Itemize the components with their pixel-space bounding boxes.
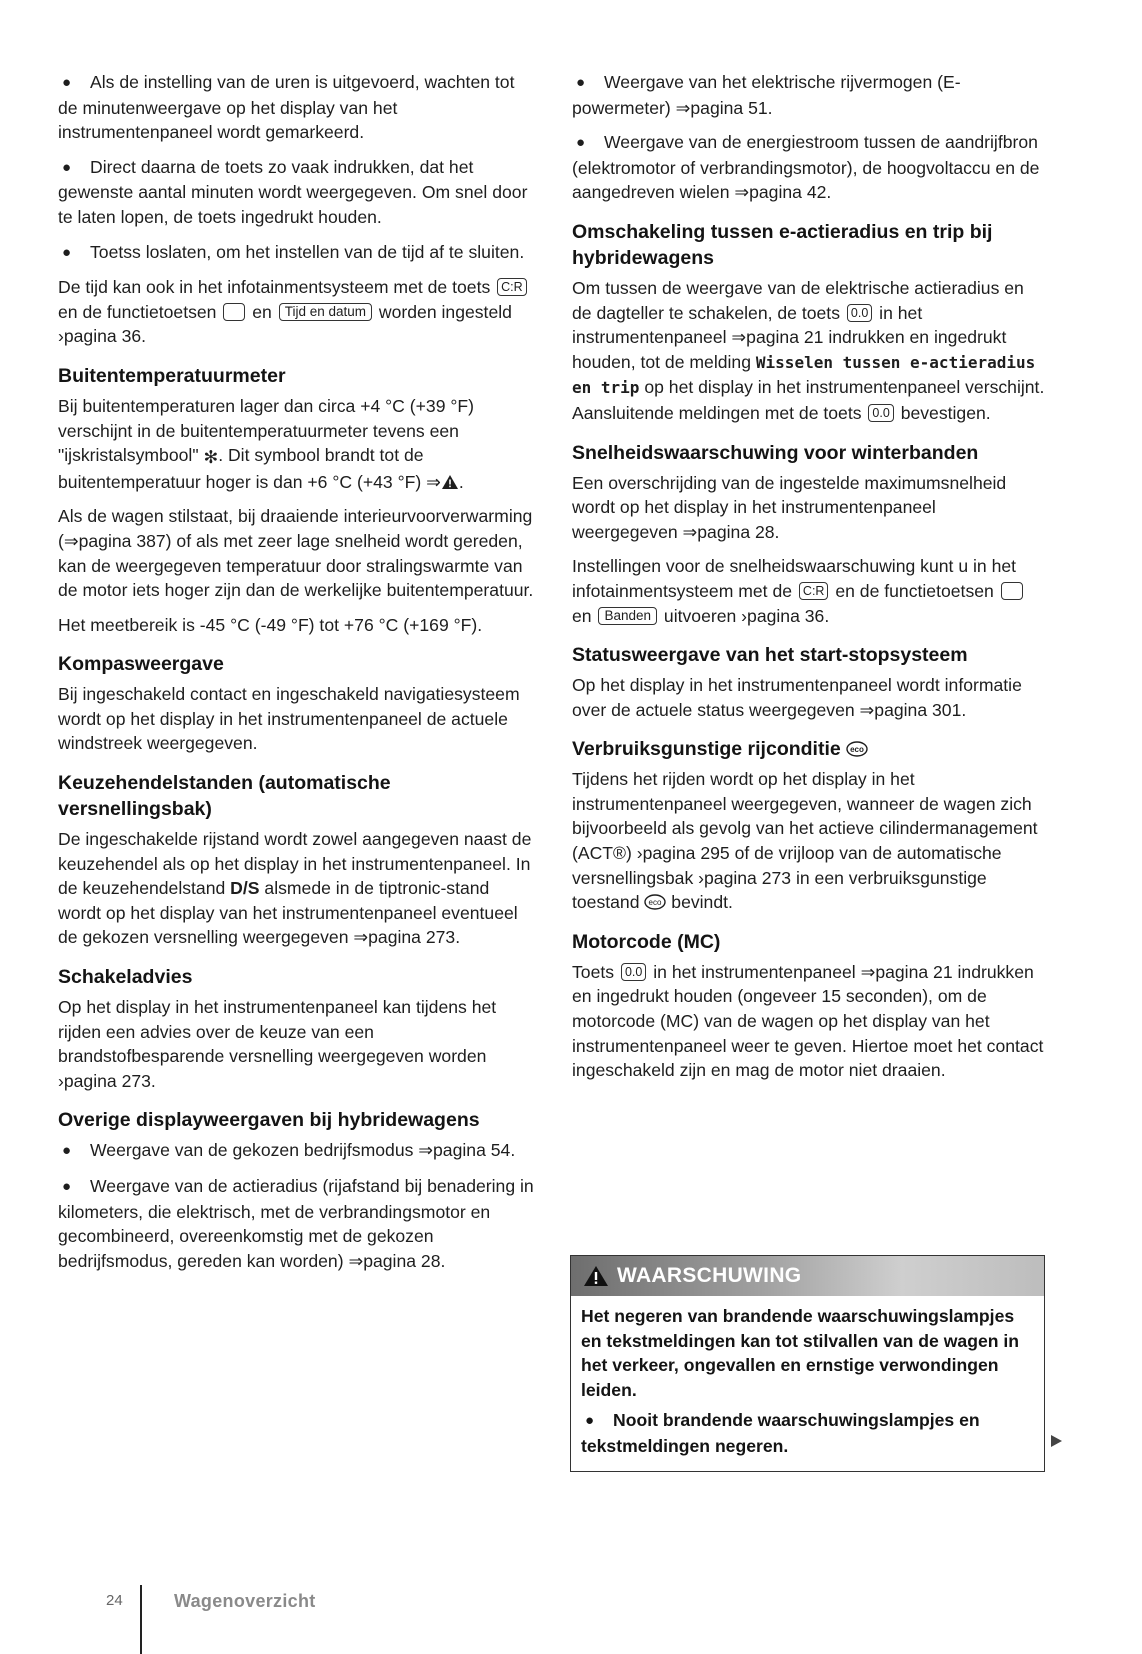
eco-icon <box>644 894 666 910</box>
paragraph-tijd: De tijd kan ook in het infotainmentsysteem met de toets C:R en de functietoetsen en Tijd en datum worden ingesteld ›pagina 36. <box>58 275 536 349</box>
bullet-icon: ● <box>62 243 72 261</box>
list-item: ● Weergave van het elektrische rijvermogen (E-powermeter) ⇒pagina 51. <box>572 72 961 118</box>
heading-overige: Overige displayweergaven bij hybridewagens <box>58 1109 480 1132</box>
paragraph-stilstaat: Als de wagen stilstaat, bij draaiende interieurvoorverwarming (⇒pagina 387) of als met zeer lage snelheid wordt gereden, kan de weergegeven temperatuur door stralingswarmte van de motor iets hoger zijn dan de werkelijke buitentemperatuur. <box>58 506 534 601</box>
paragraph-omschakeling: Om tussen de weergave van de elektrische actieradius en de dagteller te schakelen, de toets 0.0 in het instrumentenpaneel ⇒pagina 21 indrukken en ingedrukt houden, tot de melding Wisselen tussen e-actieradius en trip op het display in het instrumentenpaneel verschijnt. Aansluitende meldingen met de toets 0.0 bevestigen. <box>572 277 1045 423</box>
warning-header <box>571 1256 1044 1296</box>
left-column <box>58 70 536 1283</box>
warning-bullet: ● Nooit brandende waarschuwingslampjes en tekstmeldingen negeren. <box>581 1410 980 1456</box>
heading-buitentemperatuur: Buitentemperatuurmeter <box>58 364 286 387</box>
footer-divider <box>140 1585 142 1654</box>
paragraph-meetbereik: Het meetbereik is -45 °C (-49 °F) tot +76 °C (+169 °F). <box>58 614 483 635</box>
bullet-icon: ● <box>585 1412 595 1430</box>
bullet-icon: ● <box>62 74 72 91</box>
svg-text:eco: eco <box>648 898 662 908</box>
snowflake-icon: ✻ <box>203 447 219 468</box>
paragraph-schakeladvies: Op het display in het instrumentenpaneel kan tijdens het rijden een advies over de keuze van een brandstofbesparende versnelling weergegeven worden ›pagina 273. <box>58 997 497 1091</box>
warning-text: Het negeren van brandende waarschuwingslampjes en tekstmeldingen kan tot stilvallen van de wagen in het verkeer, ongevallen en ernstige verwondingen leiden. <box>581 1306 1019 1400</box>
heading-verbruik: Verbruiksgunstige rijconditie eco <box>572 736 1046 762</box>
heading-kompas: Kompasweergave <box>58 653 224 676</box>
paragraph-kompas: Bij ingeschakeld contact en ingeschakeld navigatiesysteem wordt op het display in het instrumentenpaneel de actuele windstreek weergegeven. <box>58 684 520 754</box>
warning-triangle-icon <box>583 1265 609 1287</box>
list-item: ● Toetss loslaten, om het instellen van de tijd af te sluiten. <box>58 240 536 266</box>
bullet-icon: ● <box>62 158 72 176</box>
heading-schakeladvies: Schakeladvies <box>58 966 193 989</box>
paragraph-snelheid: Een overschrijding van de ingestelde maximumsnelheid wordt op het display in het instrumentenpaneel weergegeven ⇒pagina 28. <box>572 472 1007 542</box>
paragraph-motorcode: Toets 0.0 in het instrumentenpaneel ⇒pagina 21 indrukken en ingedrukt houden (ongeveer 15 seconden), om de motorcode (MC) van de wagen op het display van het instrumentenpaneel weer te geven. Hiertoe moet het contact ingeschakeld zijn en mag de motor niet draaien. <box>572 961 1044 1081</box>
list-item: ● Direct daarna de toets zo vaak indrukken, dat het gewenste aantal minuten wordt weergegeven. Om snel door te laten lopen, de toets ingedrukt houden. <box>58 156 528 227</box>
section-title: Wagenoverzicht <box>174 1591 316 1611</box>
warning-body <box>571 1296 1044 1471</box>
bullet-icon: ● <box>576 134 586 152</box>
banden-key: Banden <box>598 607 657 625</box>
list-item: ● Weergave van de energiestroom tussen de aandrijfbron (elektromotor of verbrandingsmotor), de hoogvoltaccu en de aangedreven wielen ⇒pagina 42. <box>572 132 1040 203</box>
paragraph-keuzehendel: De ingeschakelde rijstand wordt zowel aangegeven naast de keuzehendel als op het display in het instrumentenpaneel. In de keuzehendelstand D/S alsmede in de tiptronic-stand wordt op het display van het instrumentenpaneel eventueel de gekozen versnelling weergegeven ⇒pagina 273. <box>58 829 532 948</box>
trip-key-icon: 0.0 <box>868 404 893 422</box>
car-key-icon: C:R <box>799 582 829 600</box>
tijd-en-datum-key: Tijd en datum <box>279 303 372 321</box>
warning-triangle-icon <box>441 474 459 490</box>
paragraph-status: Op het display in het instrumentenpaneel wordt informatie over de actuele status weergegeven ⇒pagina 301. <box>572 675 1022 720</box>
heading-snelheidswaarschuwing: Snelheidswaarschuwing voor winterbanden <box>572 441 979 464</box>
svg-text:eco: eco <box>850 745 865 755</box>
list-item: ● Weergave van de gekozen bedrijfsmodus ⇒pagina 54. <box>58 1138 536 1164</box>
paragraph-instellingen: Instellingen voor de snelheidswaarschuwing kunt u in het infotainmentsysteem met de C:R en de functietoetsen en Banden uitvoeren ›pagina 36. <box>572 554 1046 628</box>
heading-statusweergave: Statusweergave van het start-stopsysteem <box>572 644 968 667</box>
heading-omschakeling: Omschakeling tussen e-actieradius en trip bij hybridewagens <box>572 220 993 269</box>
warning-box <box>570 1255 1045 1472</box>
bullet-icon: ● <box>576 74 586 91</box>
trip-key-icon: 0.0 <box>847 304 872 322</box>
car-key-icon: C:R <box>497 278 527 296</box>
page-number: 24 <box>106 1592 123 1609</box>
eco-icon <box>846 741 868 757</box>
list-item: ● Als de instelling van de uren is uitgevoerd, wachten tot de minutenweergave op het display van het instrumentenpaneel wordt gemarkeerd. <box>58 72 515 143</box>
continue-arrow-icon <box>1049 1434 1063 1448</box>
warning-title: WAARSCHUWING <box>617 1264 802 1287</box>
function-key-icon <box>1001 582 1023 600</box>
function-key-icon <box>223 303 245 321</box>
trip-key-icon: 0.0 <box>621 963 646 981</box>
display-message: Wisselen tussen e-actieradius en trip <box>572 352 1036 398</box>
heading-motorcode: Motorcode (MC) <box>572 930 721 953</box>
heading-keuzehendel: Keuzehendelstanden (automatische versnellingsbak) <box>58 772 391 821</box>
paragraph-verbruik: Tijdens het rijden wordt op het display in het instrumentenpaneel weergegeven, wanneer de wagen zich bijvoorbeeld als gevolg van het actieve cilindermanagement (ACT®) ›pagina 295 of de vrijloop van de automatische versnellingsbak ›pagina 273 in een verbruiksgunstige toestand eco bevindt. <box>572 769 1038 913</box>
list-item: ● Weergave van de actieradius (rijafstand bij benadering in kilometers, die elektrisch, met de verbrandingsmotor en gecombineerd, overeenkomstig met de gekozen bedrijfsmodus, gereden kan worden) ⇒pagina 28. <box>58 1176 534 1271</box>
right-column <box>572 70 1046 1093</box>
bullet-icon: ● <box>62 1178 72 1195</box>
bullet-icon: ● <box>62 1142 72 1160</box>
paragraph-buiten: Bij buitentemperaturen lager dan circa +4 °C (+39 °F) verschijnt in de buitentemperatuurmeter tevens een "ijskristalsymbool" ✻. Dit symbool brandt tot de buitentemperatuur hoger is dan +6 °C (+43 °F) ⇒ . <box>58 395 475 492</box>
